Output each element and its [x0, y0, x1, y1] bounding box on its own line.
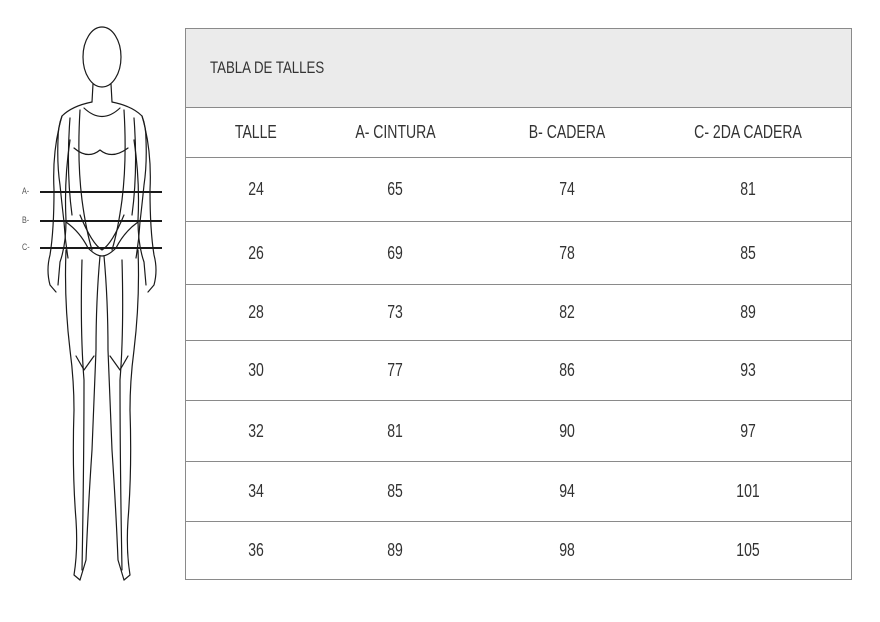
- cell-2da-cadera: 89: [740, 302, 756, 322]
- cell-talle: 24: [248, 179, 264, 199]
- cell-cintura: 81: [387, 420, 403, 441]
- cell-2da-cadera: 93: [740, 360, 756, 380]
- column-header-2da-cadera: C- 2DA CADERA: [694, 122, 802, 142]
- size-chart-table: [185, 28, 852, 580]
- cell-2da-cadera: 105: [736, 540, 760, 560]
- cell-cadera: 94: [559, 481, 575, 501]
- cell-cadera: 98: [559, 540, 575, 560]
- table-row: [186, 522, 851, 579]
- cell-cadera: 74: [559, 179, 575, 199]
- cell-2da-cadera: 81: [740, 179, 756, 199]
- column-header-talle: TALLE: [235, 122, 277, 142]
- fashion-figure-drawing: [0, 0, 180, 622]
- cell-cadera: 86: [559, 360, 575, 380]
- cell-cadera: 90: [559, 420, 575, 441]
- cell-cintura: 69: [387, 242, 403, 263]
- table-row: [186, 401, 851, 462]
- table-title-bar: [186, 29, 851, 108]
- column-header-cadera: B- CADERA: [528, 122, 606, 142]
- body-measurement-figure: [0, 0, 180, 622]
- cell-talle: 28: [248, 302, 264, 322]
- column-header-cintura: A- CINTURA: [354, 122, 436, 142]
- cell-cintura: 73: [387, 302, 403, 322]
- table-row: [186, 462, 851, 522]
- table-title: TABLA DE TALLES: [210, 58, 325, 77]
- cell-talle: 34: [248, 481, 264, 501]
- table-row: [186, 285, 851, 341]
- cell-talle: 32: [248, 420, 264, 441]
- header-row: [186, 108, 851, 158]
- cell-2da-cadera: 101: [736, 481, 760, 501]
- cell-cintura: 77: [387, 360, 403, 380]
- table-row: [186, 341, 851, 401]
- cell-cintura: 89: [387, 540, 403, 560]
- table-row: [186, 222, 851, 285]
- label-c: C-: [22, 242, 30, 252]
- cell-cadera: 78: [559, 242, 575, 263]
- cell-talle: 26: [248, 242, 264, 263]
- cell-talle: 30: [248, 360, 264, 380]
- cell-cintura: 85: [387, 481, 403, 501]
- cell-2da-cadera: 97: [740, 420, 756, 441]
- cell-2da-cadera: 85: [740, 242, 756, 263]
- cell-cadera: 82: [559, 302, 575, 322]
- label-b: B-: [22, 215, 30, 225]
- label-a: A-: [22, 186, 30, 196]
- cell-cintura: 65: [387, 179, 403, 199]
- table-row: [186, 158, 851, 222]
- cell-talle: 36: [248, 540, 264, 560]
